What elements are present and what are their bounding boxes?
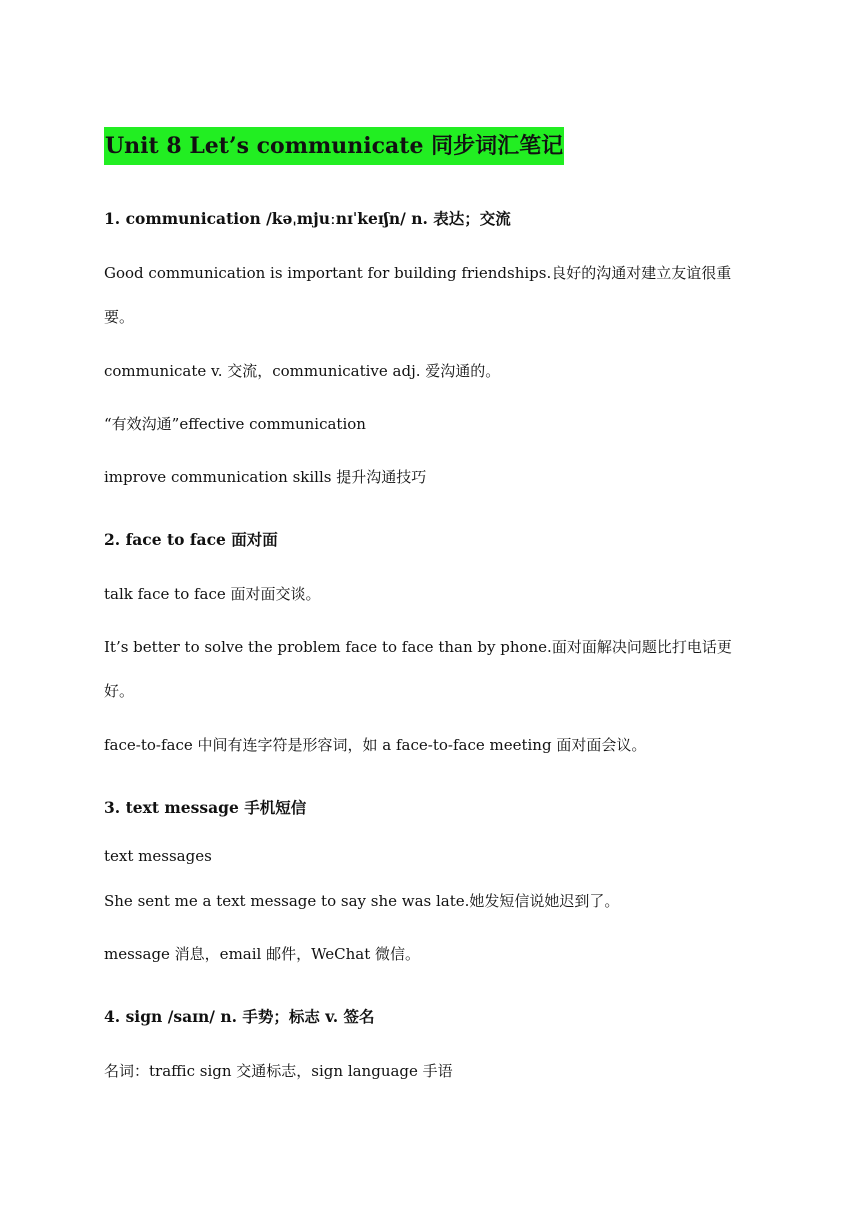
related-words-note: message 消息，email 邮件，WeChat 微信。 — [104, 945, 421, 963]
example-sentence: She sent me a text message to say she was late.她发短信说她迟到了。 — [104, 892, 620, 910]
document-title: Unit 8 Let’s communicate 同步词汇笔记 — [104, 127, 564, 165]
usage-note: face-to-face 中间有连字符是形容词，如 a face-to-face meeting 面对面会议。 — [104, 736, 647, 754]
entry-heading-text-message: 3. text message 手机短信 — [104, 798, 307, 817]
entry-heading-sign: 4. sign /saɪn/ n. 手势；标志 v. 签名 — [104, 1007, 375, 1026]
noun-usage-note: 名词：traffic sign 交通标志，sign language 手语 — [104, 1062, 453, 1080]
entry-heading-communication: 1. communication /kəˌmjuːnɪˈkeɪʃn/ n. 表达；交流 — [104, 209, 511, 228]
example-sentence: Good communication is important for building friendships.良好的沟通对建立友谊很重要。 — [104, 264, 732, 326]
entry-heading-face-to-face: 2. face to face 面对面 — [104, 530, 278, 549]
phrase-note: improve communication skills 提升沟通技巧 — [104, 468, 427, 486]
phrase-note: talk face to face 面对面交谈。 — [104, 585, 321, 603]
plural-form-note: text messages — [104, 847, 212, 865]
example-sentence: It’s better to solve the problem face to face than by phone.面对面解决问题比打电话更好。 — [104, 638, 732, 700]
phrase-note: “有效沟通”effective communication — [104, 415, 366, 433]
word-forms-note: communicate v. 交流，communicative adj. 爱沟通的。 — [104, 362, 501, 380]
